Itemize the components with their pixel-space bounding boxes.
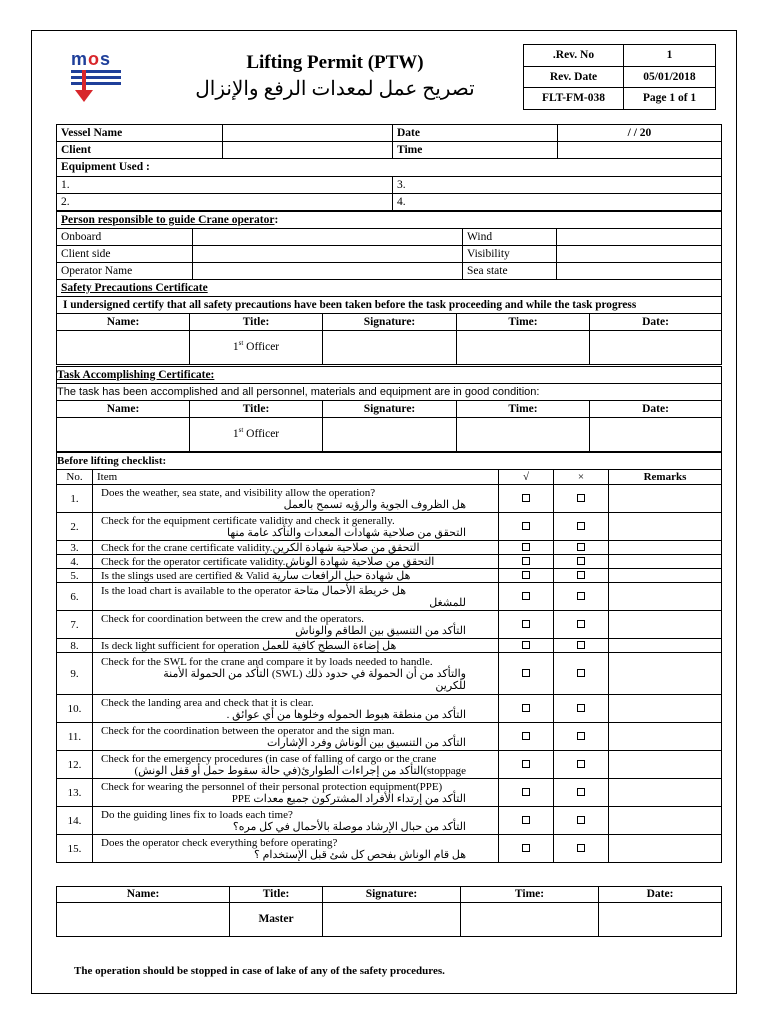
task-title-officer: 1st Officer [190, 418, 323, 452]
title-ar: تصريح عمل لمعدات الرفع والإنزال [195, 78, 475, 100]
checklist-item-text [93, 583, 499, 611]
client-label: Client [57, 142, 223, 159]
checklist-item-en: Check for wearing the personnel of their personal protection equipment(PPE) [101, 780, 443, 793]
safety-statement: I undersigned certify that all safety precautions have been taken before the task proceeding and while the task progress [57, 297, 722, 314]
task-certificate-table [56, 366, 722, 452]
task-time-field[interactable] [457, 418, 590, 452]
vessel-name-label: Vessel Name [57, 125, 223, 142]
checklist-item-ar: التأكد من التنسيق بين الطاقم والوناش [295, 624, 466, 637]
safety-time-field[interactable] [457, 331, 590, 365]
checklist-item-number: 8. [57, 639, 93, 653]
checklist-item-ar: stoppage)التأكد من إجراءات الطوارئ(في حالة سقوط حمل أو قفل الونش) [134, 764, 466, 777]
checklist-cell-no [554, 751, 609, 779]
visibility-field[interactable] [557, 246, 722, 263]
checklist-item-ar: التأكد من منطقة هبوط الحموله وخلوها من أي عوائق . [226, 708, 466, 721]
task-col-name: Name: [57, 401, 190, 418]
form-code: FLT-FM-038 [524, 88, 624, 110]
visibility-label: Visibility [463, 246, 557, 263]
final-signature-field[interactable] [323, 903, 461, 937]
checklist-cell-yes [499, 639, 554, 653]
rev-date-label: Rev. Date [524, 67, 624, 88]
checklist-item-en: Do the guiding lines fix to loads each time? [101, 808, 293, 821]
info-table [56, 124, 722, 211]
page-number: Page 1 of 1 [624, 88, 716, 110]
safety-certificate-table [56, 279, 722, 365]
equipment-1[interactable]: 1. [57, 177, 393, 194]
checklist-item-text [93, 569, 499, 583]
checkbox-yes[interactable] [522, 571, 530, 579]
checklist-col-item: Item [93, 470, 499, 485]
rev-date-value: 05/01/2018 [624, 67, 716, 88]
checklist-item-number: 15. [57, 835, 93, 863]
checklist-cell-yes [499, 541, 554, 555]
checklist-item-en: Is the slings used are certified & Valid هل شهادة حبل الرافعات سارية [101, 569, 411, 582]
safety-col-time: Time: [457, 314, 590, 331]
checklist-item-number: 14. [57, 807, 93, 835]
checklist-item-number: 1. [57, 485, 93, 513]
checklist-item-number: 9. [57, 653, 93, 695]
checkbox-no[interactable] [577, 844, 585, 852]
checklist-cell-no [554, 485, 609, 513]
final-col-time: Time: [461, 887, 599, 903]
checkbox-no[interactable] [577, 494, 585, 502]
checklist-row [57, 555, 722, 569]
checklist-item-en: Does the operator check everything before operating? [101, 836, 338, 849]
checkbox-no[interactable] [577, 557, 585, 565]
checklist-cell-yes [499, 611, 554, 639]
checklist-item-number: 7. [57, 611, 93, 639]
checklist-item-ar: والتأكد من أن الحمولة في حدود ذلك (SWL) التأكد من الحمولة الأمنة [163, 667, 466, 680]
safety-col-title: Title: [190, 314, 323, 331]
checklist-item-number: 3. [57, 541, 93, 555]
task-statement: The task has been accomplished and all personnel, materials and equipment are in good condition: [57, 384, 722, 401]
safety-title-officer: 1st Officer [190, 331, 323, 365]
task-col-title: Title: [190, 401, 323, 418]
checkbox-no[interactable] [577, 592, 585, 600]
task-col-date: Date: [590, 401, 722, 418]
checklist-table [56, 452, 722, 863]
checkbox-yes[interactable] [522, 760, 530, 768]
checkbox-no[interactable] [577, 732, 585, 740]
task-signature-field[interactable] [323, 418, 457, 452]
checklist-cell-no [554, 653, 609, 695]
checklist-row [57, 541, 722, 555]
checklist-cell-no [554, 779, 609, 807]
safety-name-field[interactable] [57, 331, 190, 365]
final-time-field[interactable] [461, 903, 599, 937]
checklist-item-en: Check for the emergency procedures (in case of falling of cargo or the crane [101, 752, 437, 765]
checkbox-yes[interactable] [522, 641, 530, 649]
checklist-item-text [93, 541, 499, 555]
checklist-heading: Before lifting checklist: [57, 453, 722, 470]
wind-label: Wind [463, 229, 557, 246]
checklist-cell-no [554, 695, 609, 723]
operator-name-label: Operator Name [57, 263, 193, 280]
safety-signature-field[interactable] [323, 331, 457, 365]
checklist-item-number: 10. [57, 695, 93, 723]
checklist-cell-yes [499, 513, 554, 541]
checklist-cell-no [554, 555, 609, 569]
onboard-label: Onboard [57, 229, 193, 246]
checklist-item-number: 4. [57, 555, 93, 569]
checklist-item-en: Check for the SWL for the crane and compare it by loads needed to handle. [101, 655, 433, 668]
checklist-cell-yes [499, 485, 554, 513]
footer-note: The operation should be stopped in case of lake of any of the safety procedures. [74, 965, 445, 977]
checklist-remarks-field[interactable] [609, 807, 722, 835]
checkbox-no[interactable] [577, 543, 585, 551]
checkbox-yes[interactable] [522, 704, 530, 712]
checkbox-yes[interactable] [522, 669, 530, 677]
checkbox-no[interactable] [577, 571, 585, 579]
checklist-item-en: Is deck light sufficient for operation هل إضاءة السطح كافية للعمل [101, 639, 397, 652]
checklist-col-no-mark: × [554, 470, 609, 485]
checklist-row [57, 779, 722, 807]
checkbox-yes[interactable] [522, 732, 530, 740]
checklist-remarks-field[interactable] [609, 611, 722, 639]
checklist-remarks-field[interactable] [609, 751, 722, 779]
checklist-remarks-field[interactable] [609, 513, 722, 541]
operator-name-field[interactable] [193, 263, 463, 280]
client-side-label: Client side [57, 246, 193, 263]
checklist-cell-yes [499, 583, 554, 611]
checklist-item-en: Check for the coordination between the operator and the sign man. [101, 724, 395, 737]
checkbox-no[interactable] [577, 669, 585, 677]
checklist-remarks-field[interactable] [609, 639, 722, 653]
checklist-item-text [93, 751, 499, 779]
svg-text:m: m [71, 49, 88, 69]
checklist-item-text [93, 835, 499, 863]
task-heading: Task Accomplishing Certificate: [57, 367, 722, 384]
equipment-used-label: Equipment Used : [57, 159, 722, 177]
final-col-signature: Signature: [323, 887, 461, 903]
responsible-table [56, 211, 722, 280]
equipment-4[interactable]: 4. [393, 194, 722, 211]
checklist-cell-yes [499, 751, 554, 779]
checklist-remarks-field[interactable] [609, 569, 722, 583]
checklist-item-text [93, 485, 499, 513]
checklist-item-text [93, 779, 499, 807]
checkbox-no[interactable] [577, 704, 585, 712]
checklist-item-ar: التأكد من حبال الإرشاد موصلة بالأحمال في كل مره؟ [232, 820, 466, 833]
svg-text:s: s [100, 49, 111, 69]
checklist-row [57, 485, 722, 513]
final-col-name: Name: [57, 887, 230, 903]
checklist-row [57, 723, 722, 751]
checklist-cell-no [554, 583, 609, 611]
responsible-heading: Person responsible to guide Crane operator: [57, 212, 722, 229]
checklist-remarks-field[interactable] [609, 723, 722, 751]
checklist-remarks-field[interactable] [609, 583, 722, 611]
checklist-row [57, 569, 722, 583]
checklist-cell-no [554, 611, 609, 639]
vessel-name-field[interactable] [223, 125, 393, 142]
client-side-field[interactable] [193, 246, 463, 263]
checklist-cell-no [554, 541, 609, 555]
checklist-item-text [93, 639, 499, 653]
safety-heading: Safety Precautions Certificate [57, 280, 722, 297]
title-en: Lifting Permit (PTW) [246, 52, 424, 73]
checkbox-yes[interactable] [522, 592, 530, 600]
checklist-item-number: 12. [57, 751, 93, 779]
checklist-cell-no [554, 723, 609, 751]
checklist-item-text [93, 653, 499, 695]
checklist-cell-yes [499, 835, 554, 863]
checklist-cell-yes [499, 779, 554, 807]
checklist-item-number: 6. [57, 583, 93, 611]
checklist-item-number: 2. [57, 513, 93, 541]
checklist-item-ar: هل قام الوناش بفحص كل شئ قبل الإستخدام ؟ [254, 848, 466, 861]
client-field[interactable] [223, 142, 393, 159]
date-field[interactable]: / / 20 [558, 125, 722, 142]
checklist-item-number: 11. [57, 723, 93, 751]
checklist-remarks-field[interactable] [609, 779, 722, 807]
checklist-row [57, 751, 722, 779]
checklist-remarks-field[interactable] [609, 695, 722, 723]
final-date-field[interactable] [599, 903, 722, 937]
checklist-row [57, 513, 722, 541]
checkbox-yes[interactable] [522, 494, 530, 502]
checkbox-no[interactable] [577, 620, 585, 628]
checklist-row [57, 695, 722, 723]
checklist-item-ar: التحقق من صلاحية شهادات المعدات والتأكد عامة منها [227, 526, 466, 539]
checkbox-yes[interactable] [522, 557, 530, 565]
checklist-item-text [93, 513, 499, 541]
checklist-row [57, 583, 722, 611]
checkbox-no[interactable] [577, 788, 585, 796]
checklist-item-number: 5. [57, 569, 93, 583]
checkbox-yes[interactable] [522, 816, 530, 824]
checklist-item-en: Check for coordination between the crew and the operators. [101, 612, 364, 625]
checklist-cell-yes [499, 723, 554, 751]
checklist-row [57, 653, 722, 695]
rev-no-label: .Rev. No [524, 45, 624, 67]
checklist-item-ar-line2: للكرين [435, 679, 466, 692]
task-col-signature: Signature: [323, 401, 457, 418]
sea-state-field[interactable] [557, 263, 722, 280]
checkbox-yes[interactable] [522, 543, 530, 551]
checklist-remarks-field[interactable] [609, 555, 722, 569]
checklist-item-en: Does the weather, sea state, and visibility allow the operation? [101, 486, 376, 499]
checkbox-no[interactable] [577, 816, 585, 824]
final-title-master: Master [230, 903, 323, 937]
date-label: Date [393, 125, 558, 142]
checklist-item-ar: للمشغل [429, 596, 466, 609]
checklist-item-en: Check for the crane certificate validity.التحقق من صلاحية شهادة الكرين [101, 541, 420, 554]
final-col-title: Title: [230, 887, 323, 903]
checklist-item-text [93, 611, 499, 639]
final-col-date: Date: [599, 887, 722, 903]
equipment-2[interactable]: 2. [57, 194, 393, 211]
checklist-col-no: No. [57, 470, 93, 485]
checkbox-yes[interactable] [522, 844, 530, 852]
checklist-item-ar: التأكد من التنسيق بين الوناش وفرد الإشارات [266, 736, 466, 749]
checklist-cell-no [554, 513, 609, 541]
checklist-item-en: Check for the equipment certificate validity and check it generally. [101, 514, 395, 527]
checkbox-no[interactable] [577, 522, 585, 530]
safety-col-name: Name: [57, 314, 190, 331]
checklist-remarks-field[interactable] [609, 485, 722, 513]
time-label: Time [393, 142, 558, 159]
checkbox-yes[interactable] [522, 788, 530, 796]
checklist-row [57, 611, 722, 639]
checklist-item-text [93, 695, 499, 723]
task-col-time: Time: [457, 401, 590, 418]
time-field[interactable] [558, 142, 722, 159]
checklist-remarks-field[interactable] [609, 541, 722, 555]
checklist-item-number: 13. [57, 779, 93, 807]
checklist-cell-yes [499, 653, 554, 695]
checklist-cell-no [554, 835, 609, 863]
company-logo [69, 48, 125, 106]
checklist-cell-no [554, 639, 609, 653]
sea-state-label: Sea state [463, 263, 557, 280]
master-signature-table [56, 886, 722, 937]
checklist-cell-yes [499, 807, 554, 835]
checklist-item-ar: التأكد من إرتداء الأفراد المشتركون جميع معدات PPE [231, 792, 466, 805]
task-date-field[interactable] [590, 418, 722, 452]
revision-table [523, 44, 716, 110]
checkbox-yes[interactable] [522, 522, 530, 530]
checklist-item-en: Check the landing area and check that it is clear. [101, 696, 314, 709]
checklist-cell-no [554, 807, 609, 835]
checklist-col-remarks: Remarks [609, 470, 722, 485]
final-name-field[interactable] [57, 903, 230, 937]
checklist-remarks-field[interactable] [609, 835, 722, 863]
checklist-row [57, 639, 722, 653]
checklist-cell-yes [499, 695, 554, 723]
checklist-item-text [93, 555, 499, 569]
checklist-remarks-field[interactable] [609, 653, 722, 695]
checkbox-no[interactable] [577, 641, 585, 649]
task-name-field[interactable] [57, 418, 190, 452]
safety-col-date: Date: [590, 314, 722, 331]
svg-text:o: o [88, 49, 99, 69]
onboard-field[interactable] [193, 229, 463, 246]
safety-col-signature: Signature: [323, 314, 457, 331]
checklist-item-en: Check for the operator certificate validity.التحقق من صلاحية شهادة الوناش [101, 555, 435, 568]
checkbox-yes[interactable] [522, 620, 530, 628]
checklist-item-text [93, 807, 499, 835]
checklist-item-ar: هل الظروف الجوية والرؤيه تسمح بالعمل [283, 498, 466, 511]
checklist-cell-no [554, 569, 609, 583]
wind-field[interactable] [557, 229, 722, 246]
safety-date-field[interactable] [590, 331, 722, 365]
checklist-row [57, 835, 722, 863]
checklist-col-yes: √ [499, 470, 554, 485]
checklist-item-text [93, 723, 499, 751]
rev-no-value: 1 [624, 45, 716, 67]
mos-logo-icon [69, 48, 125, 106]
equipment-3[interactable]: 3. [393, 177, 722, 194]
checkbox-no[interactable] [577, 760, 585, 768]
checklist-row [57, 807, 722, 835]
checklist-cell-yes [499, 569, 554, 583]
checklist-item-en: Is the load chart is available to the operator هل خريطة الأحمال متاحة [101, 584, 407, 597]
checklist-cell-yes [499, 555, 554, 569]
